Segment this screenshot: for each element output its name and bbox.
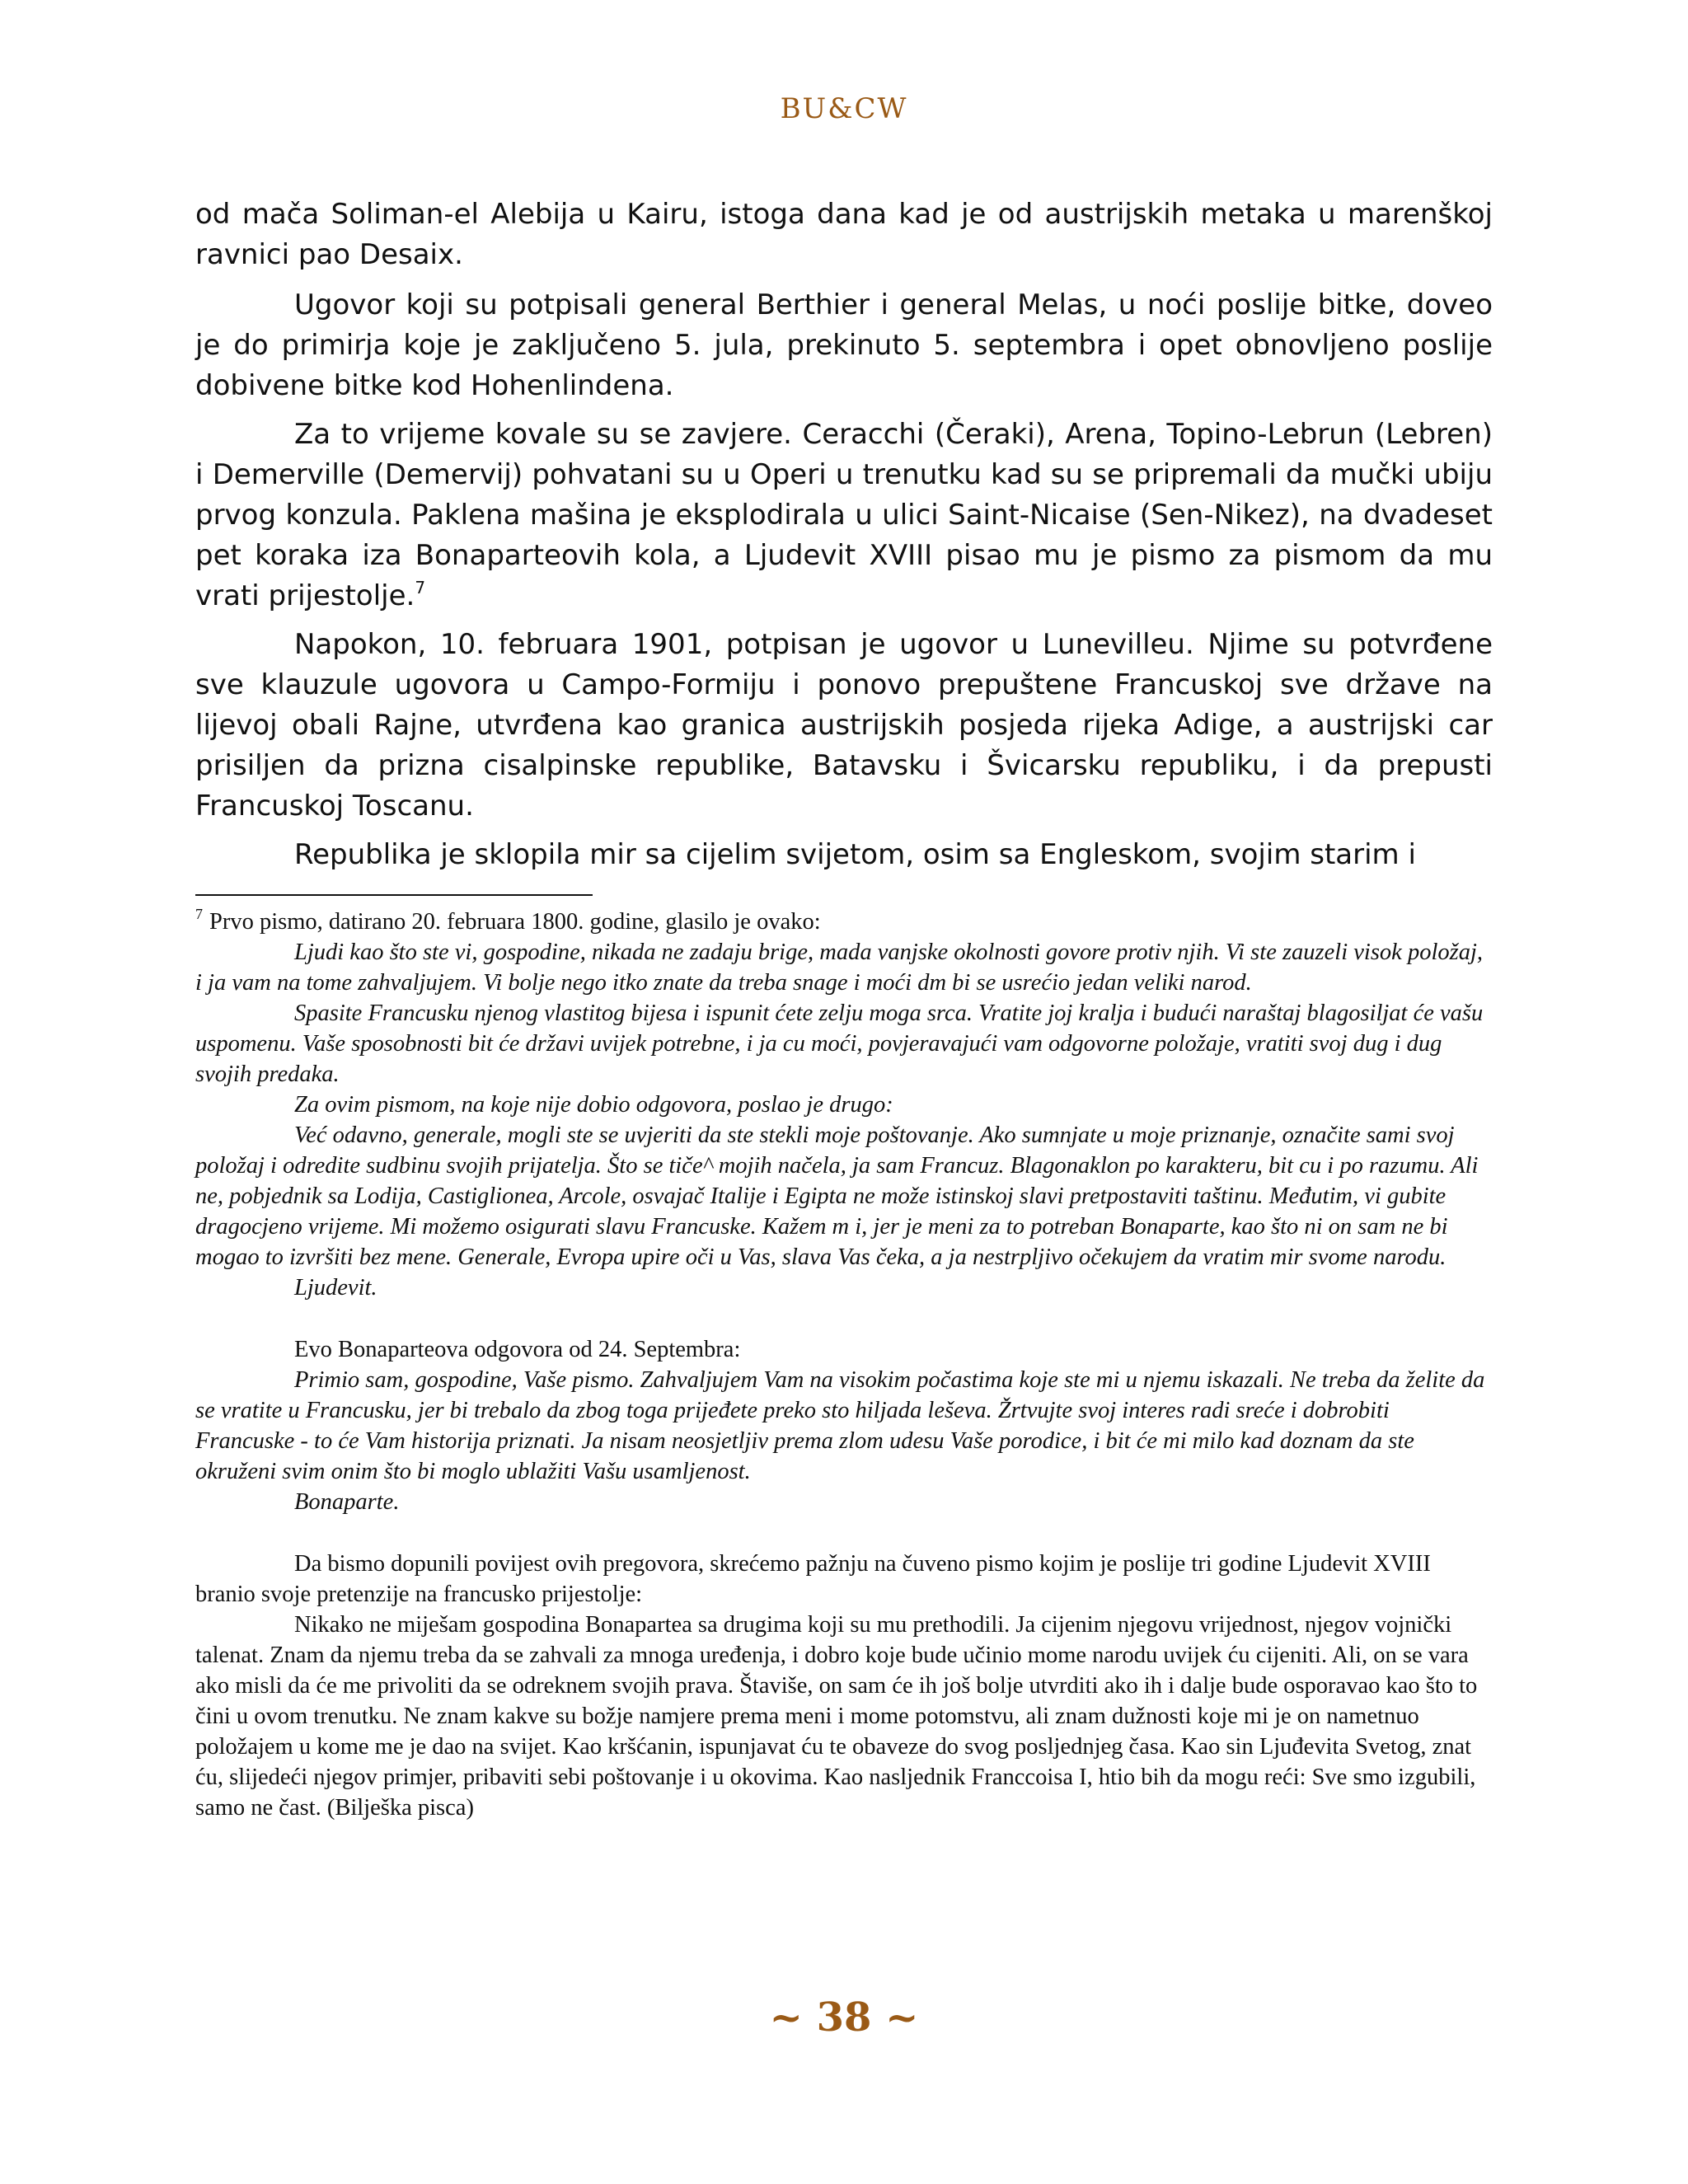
reply-signature: Bonaparte. — [294, 1489, 400, 1515]
header-logo: BU&CW — [780, 92, 908, 125]
letter1-paragraph-2: Spasite Francusku njenog vlastitog bijesa i ispunit ćete zelju moga srca. Vratite joj kralja i budući naraštaj blagosiljat će vašu uspomenu. Vaše sposobnosti bit će državi uvijek potrebne, i ja cu moći, povjeravajući vam odgovorne položaje, vratiti svoj dug i dug svojih predaka. — [195, 1001, 1484, 1087]
paragraph-3-text: Za to vrijeme kovale su se zavjere. Ceracchi (Čeraki), Arena, Topino-Lebrun (Lebren) i Demerville (Demervij) pohvatani su u Operi u trenutku kad su se pripremali da mučki ubiju prvog konzula. Paklena mašina je eksplodirala u ulici Saint-Nicaise (Sen-Nikez), na dvadeset pet koraka iza Bonaparteovih kola, a Ljudevit XVIII pisao mu je pismo za pismom da mu vrati prijestolje. — [195, 418, 1493, 612]
main-text — [195, 194, 1493, 883]
footnote — [195, 907, 1493, 1823]
footnote-separator — [195, 894, 593, 896]
spacer — [195, 1517, 1493, 1549]
closing-letter: Nikako ne miješam gospodina Bonapartea sa drugima koji su mu prethodili. Ja cijenim njegovu vrijednost, njegov vojnički talenat. Znam da njemu treba da se zahvali za mnoga uređenja, i dobro koje bude učinio mome narodu uvijek ću cijeniti. Ali, on se vara ako misli da će me privoliti da se odreknem svojih prava. Štaviše, on sam će ih još bolje utvrditi ako ih i dalje bude osporavao kao što to čini u ovom trenutku. Ne znam kakve su božje namjere prema meni i mome potomstvu, ali znam dužnosti koje mi je on nametnuo položajem u kome me je dao na svijet. Kao kršćanin, ispunjavat ću te obaveze do svog posljednjeg časa. Kao sin Ljuđevita Svetog, znat ću, slijedeći njegov primjer, pribaviti sebi poštovanje i u okovima. Kao nasljednik Franccoisa I, htio bih da mogu reći: Sve smo izgubili, samo ne čast. (Bilješka pisca) — [195, 1612, 1478, 1821]
reply-text: Primio sam, gospodine, Vaše pismo. Zahvaljujem Vam na visokim počastima koje ste mi u njemu iskazali. Ne treba da želite da se vratite u Francusku, jer bi trebalo da zbog toga prijeđete preko sto hiljada leševa. Žrtvujte svoj interes radi sreće i dobrobiti Francuske - to će Vam historija priznati. Ja nisam neosjetljiv prema zlom udesu Vaše porodice, i bit će mi milo kad doznam da ste okruženi svim onim što bi moglo ublažiti Vašu usamljenost. — [195, 1367, 1485, 1484]
closing-intro: Da bismo dopunili povijest ovih pregovora, skrećemo pažnju na čuveno pismo kojim je poslije tri godine Ljudevit XVIII branio svoje pretenzije na francusko prijestolje: — [195, 1551, 1431, 1607]
reply-intro: Evo Bonaparteova odgovora od 24. Septembra: — [294, 1337, 741, 1362]
footnote-reference[interactable]: 7 — [415, 578, 426, 598]
second-letter-intro: Za ovim pismom, na koje nije dobio odgovora, poslao je drugo: — [294, 1092, 893, 1118]
paragraph-5: Republika je sklopila mir sa cijelim svijetom, osim sa Engleskom, svojim starim i — [294, 838, 1416, 871]
paragraph-4: Napokon, 10. februara 1901, potpisan je ugovor u Lunevilleu. Njime su potvrđene sve klauzule ugovora u Campo-Formiju i ponovo prepuštene Francuskoj sve države na lijevoj obali Rajne, utvrđena kao granica austrijskih posjeda rijeka Adige, a austrijski car prisiljen da prizna cisalpinske republike, Batavsku i Švicarsku republiku, i da prepusti Francuskoj Toscanu. — [195, 628, 1493, 823]
paragraph-3 — [195, 415, 1493, 616]
page-number: ~ 38 ~ — [769, 1994, 919, 2041]
paragraph-2: Ugovor koji su potpisali general Berthier i general Melas, u noći poslije bitke, doveo je do primirja koje je zaključeno 5. jula, prekinuto 5. septembra i opet obnovljeno poslije dobivene bitke kod Hohenlindena. — [195, 288, 1493, 402]
letter1-paragraph-1: Ljudi kao što ste vi, gospodine, nikada ne zadaju brige, mada vanjske okolnosti govore protiv njih. Vi ste zauzeli visok položaj, i ja vam na tome zahvaljujem. Vi bolje nego itko znate da treba snage i moći dm bi se usrećio jedan veliki narod. — [195, 940, 1483, 996]
footnote-intro — [195, 907, 1493, 937]
footnote-intro-text: Prvo pismo, datirano 20. februara 1800. godine, glasilo je ovako: — [209, 909, 821, 935]
footnote-marker: 7 — [195, 906, 203, 922]
paragraph-1: od mača Soliman-el Alebija u Kairu, istoga dana kad je od austrijskih metaka u marenškoj ravnici pao Desaix. — [195, 198, 1493, 271]
letter2-text: Već odavno, generale, mogli ste se uvjeriti da ste stekli moje poštovanje. Ako sumnjate u moje priznanje, označite sami svoj položaj i odredite sudbinu svojih prijatelja. Što se tiče^ mojih načela, ja sam Francuz. Blagonaklon po karakteru, bit cu i po razumu. Ali ne, pobjednik sa Lodija, Castiglionea, Arcole, osvajač Italije i Egipta ne može istinskoj slavi pretpostaviti taštinu. Međutim, vi gubite dragocjeno vrijeme. Mi možemo osigurati slavu Francuske. Kažem m i, jer je meni za to potreban Bonaparte, kao što ni on sam ne bi mogao to izvršiti bez mene. Generale, Evropa upire oči u Vas, slava Vas čeka, a ja nestrpljivo očekujem da vratim mir svome narodu. — [195, 1122, 1479, 1270]
letter2-signature: Ljudevit. — [294, 1275, 377, 1301]
spacer — [195, 1303, 1493, 1334]
